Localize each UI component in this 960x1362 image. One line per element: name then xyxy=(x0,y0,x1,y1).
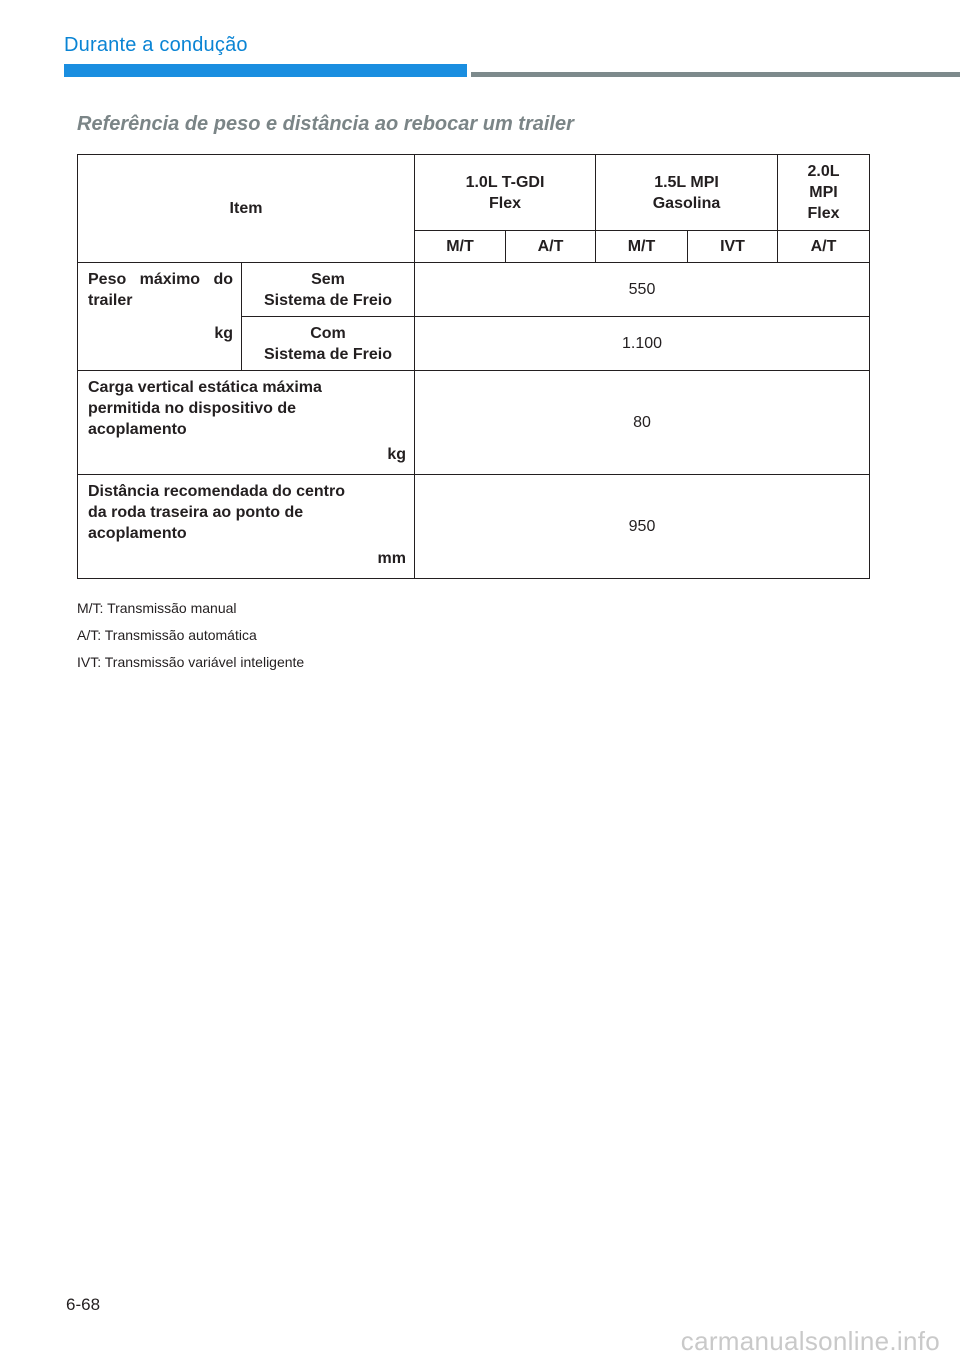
engine-3-line1: 2.0L xyxy=(807,163,840,180)
with-brake-line1: Com xyxy=(310,324,346,342)
section-heading: Referência de peso e distância ao rebocar um trailer xyxy=(77,113,574,135)
engine-header-3 xyxy=(778,155,870,231)
max-vertical-load-value: 80 xyxy=(415,371,870,475)
engine-2-line1: 1.5L MPI xyxy=(654,173,719,191)
item-header-label: Item xyxy=(229,200,263,217)
recommended-distance-line3: acoplamento xyxy=(88,525,187,542)
recommended-distance-label-cell xyxy=(78,475,415,579)
without-brake-line2: Sistema de Freio xyxy=(263,291,393,309)
max-trailer-weight-unit: kg xyxy=(214,325,233,342)
engine-1-line2: Flex xyxy=(488,194,521,212)
max-trailer-weight-word1: Peso xyxy=(88,271,127,288)
max-vertical-load-unit: kg xyxy=(387,446,406,463)
recommended-distance-unit: mm xyxy=(377,550,406,567)
max-vertical-load-line1: Carga vertical estática máxima xyxy=(88,379,322,396)
max-vertical-load-line3: acoplamento xyxy=(88,421,187,438)
transmission-header-5: A/T xyxy=(778,231,870,263)
chapter-title: Durante a condução xyxy=(64,34,248,56)
max-vertical-load-line2: permitida no dispositivo de xyxy=(88,400,297,417)
towing-spec-table xyxy=(77,154,870,579)
engine-1-line1: 1.0L T-GDI xyxy=(465,173,545,191)
note-at: A/T: Transmissão automática xyxy=(77,627,257,643)
page-number: 6-68 xyxy=(66,1295,101,1314)
engine-header-2 xyxy=(596,155,778,231)
max-vertical-load-label-cell xyxy=(78,371,415,475)
max-trailer-weight-label-line2: trailer xyxy=(88,292,133,309)
max-trailer-weight-label xyxy=(88,269,233,311)
max-trailer-weight-label-line1 xyxy=(88,269,233,290)
with-brake-value: 1.100 xyxy=(415,317,870,371)
engine-header-1 xyxy=(415,155,596,231)
recommended-distance-line2: da roda traseira ao ponto de xyxy=(88,504,304,521)
recommended-distance-label xyxy=(88,481,406,544)
note-ivt: IVT: Transmissão variável inteligente xyxy=(77,654,305,670)
note-mt: M/T: Transmissão manual xyxy=(77,600,237,616)
transmission-header-2: A/T xyxy=(506,231,596,263)
with-brake-label-cell xyxy=(242,317,415,371)
recommended-distance-value: 950 xyxy=(415,475,870,579)
abbreviation-notes xyxy=(77,598,304,679)
without-brake-value: 550 xyxy=(415,263,870,317)
transmission-header-1: M/T xyxy=(415,231,506,263)
max-trailer-weight-word2: máximo xyxy=(139,271,201,288)
without-brake-label-cell xyxy=(242,263,415,317)
transmission-header-4: IVT xyxy=(688,231,778,263)
max-vertical-load-label xyxy=(88,377,406,440)
max-trailer-weight-word3: do xyxy=(213,271,233,288)
engine-3-line3: Flex xyxy=(807,205,840,222)
header-rule-gray xyxy=(471,72,960,77)
max-trailer-weight-label-cell xyxy=(78,263,242,371)
engine-3-line2: MPI xyxy=(809,184,838,201)
with-brake-line2: Sistema de Freio xyxy=(263,345,393,363)
transmission-header-3: M/T xyxy=(596,231,688,263)
without-brake-line1: Sem xyxy=(311,270,345,288)
recommended-distance-line1: Distância recomendada do centro xyxy=(88,483,345,500)
header-rule-accent xyxy=(64,64,467,77)
engine-2-line2: Gasolina xyxy=(652,194,721,212)
site-watermark: carmanualsonline.info xyxy=(680,1326,940,1356)
item-header-cell xyxy=(78,155,415,263)
